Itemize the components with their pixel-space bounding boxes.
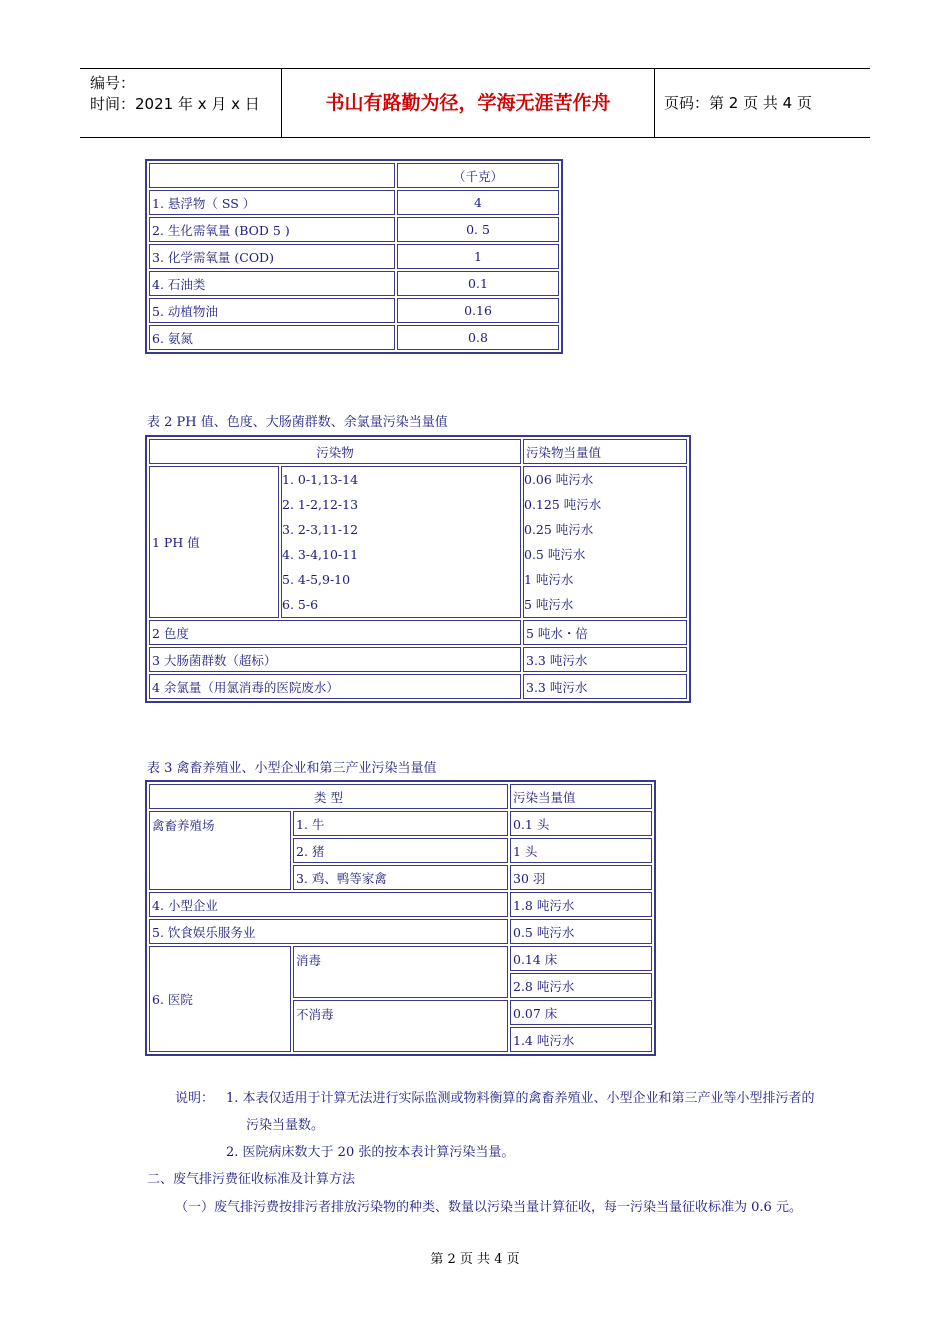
section-title: 二、废气排污费征收标准及计算方法: [147, 1172, 356, 1187]
pollutant-value: 4: [397, 190, 559, 215]
pollutant-table-1: [145, 159, 563, 354]
document-date: 时间：2021 年 x 月 x 日: [90, 95, 260, 113]
food-service-label: 5. 饮食娱乐服务业: [149, 919, 508, 944]
table-row: [149, 466, 687, 618]
header-pollutant: 污染物: [149, 439, 521, 464]
pollutant-table-2: [145, 435, 691, 703]
table-row: [149, 439, 687, 464]
header-type: 类 型: [149, 784, 508, 809]
table-row: [149, 892, 652, 917]
ph-value: 0.25 吨污水: [524, 522, 594, 537]
ph-range-cell: [281, 466, 521, 618]
ph-value: 0.125 吨污水: [524, 497, 602, 512]
ph-value: 5 吨污水: [524, 597, 574, 612]
livestock-value: 0.1 头: [510, 811, 652, 836]
livestock-type: 1. 牛: [293, 811, 508, 836]
pollutant-value: 0.8: [397, 325, 559, 350]
disinfect-value: 0.14 床: [510, 946, 652, 971]
livestock-type: 3. 鸡、鸭等家禽: [293, 865, 508, 890]
table-row: [149, 325, 559, 350]
pollutant-name: 3 大肠菌群数（超标）: [149, 647, 521, 672]
ph-value: 0.5 吨污水: [524, 547, 586, 562]
pollutant-value: 3.3 吨污水: [523, 674, 687, 699]
pollutant-value: 0. 5: [397, 217, 559, 242]
pollutant-value: 3.3 吨污水: [523, 647, 687, 672]
document-number: 编号：: [90, 74, 136, 92]
table-row: [149, 784, 652, 809]
header-value: 污染当量值: [510, 784, 652, 809]
table-row: [149, 163, 559, 188]
pollutant-name: 2. 生化需氧量 (BOD 5 ): [149, 217, 395, 242]
unit-header: （千克）: [397, 163, 559, 188]
table-row: [149, 298, 559, 323]
header-divider: [654, 69, 655, 137]
small-enterprise-value: 1.8 吨污水: [510, 892, 652, 917]
food-service-value: 0.5 吨污水: [510, 919, 652, 944]
table-row: [149, 674, 687, 699]
table-row: [149, 620, 687, 645]
ph-range: 3. 2-3,11-12: [282, 522, 359, 537]
livestock-label: 禽畜养殖场: [149, 811, 291, 890]
ph-range: 4. 3-4,10-11: [282, 547, 359, 562]
table-cell: [149, 163, 395, 188]
livestock-value: 30 羽: [510, 865, 652, 890]
page-header: [80, 68, 870, 138]
pollutant-value: 5 吨水・倍: [523, 620, 687, 645]
disinfect-value: 2.8 吨污水: [510, 973, 652, 998]
notes-label: 说明：: [175, 1091, 215, 1106]
pollutant-name: 6. 氨氮: [149, 325, 395, 350]
pollutant-name: 4. 石油类: [149, 271, 395, 296]
pollutant-value: 0.16: [397, 298, 559, 323]
ph-range: 5. 4-5,9-10: [282, 572, 351, 587]
pollutant-name: 1. 悬浮物（ SS ）: [149, 190, 395, 215]
pollutant-table-3: [145, 780, 656, 1056]
pollutant-name: 5. 动植物油: [149, 298, 395, 323]
ph-label: 1 PH 值: [149, 466, 279, 618]
note-item-1-continued: 污染当量数。: [246, 1118, 325, 1133]
table-2-caption: 表 2 PH 值、色度、大肠菌群数、余氯量污染当量值: [147, 415, 448, 430]
ph-value-cell: [523, 466, 687, 618]
table-row: [149, 271, 559, 296]
pollutant-name: 4 余氯量（用氯消毒的医院废水）: [149, 674, 521, 699]
header-value: 污染物当量值: [523, 439, 687, 464]
no-disinfect-label: 不消毒: [293, 1000, 508, 1052]
table-row: [149, 946, 652, 971]
small-enterprise-label: 4. 小型企业: [149, 892, 508, 917]
disinfect-label: 消毒: [293, 946, 508, 998]
livestock-value: 1 头: [510, 838, 652, 863]
ph-range: 6. 5-6: [282, 597, 319, 612]
no-disinfect-value: 0.07 床: [510, 1000, 652, 1025]
ph-value: 1 吨污水: [524, 572, 574, 587]
ph-range: 2. 1-2,12-13: [282, 497, 359, 512]
table-row: [149, 217, 559, 242]
table-3-caption: 表 3 禽畜养殖业、小型企业和第三产业污染当量值: [147, 761, 437, 776]
note-item-1: 1. 本表仅适用于计算无法进行实际监测或物料衡算的禽畜养殖业、小型企业和第三产业等小型排污者的: [226, 1091, 815, 1106]
table-row: [149, 811, 652, 836]
table-row: [149, 647, 687, 672]
ph-value: 0.06 吨污水: [524, 472, 594, 487]
header-meta: [90, 73, 280, 115]
page-footer: 第 2 页 共 4 页: [430, 1252, 520, 1267]
table-row: [149, 919, 652, 944]
livestock-type: 2. 猪: [293, 838, 508, 863]
pollutant-name: 2 色度: [149, 620, 521, 645]
no-disinfect-value: 1.4 吨污水: [510, 1027, 652, 1052]
pollutant-name: 3. 化学需氧量 (COD): [149, 244, 395, 269]
section-paragraph: （一）废气排污费按排污者排放污染物的种类、数量以污染当量计算征收，每一污染当量征收标准为 0.6 元。: [175, 1200, 802, 1215]
pollutant-value: 0.1: [397, 271, 559, 296]
hospital-label: 6. 医院: [149, 946, 291, 1052]
ph-range: 1. 0-1,13-14: [282, 472, 359, 487]
table-row: [149, 244, 559, 269]
note-item-2: 2. 医院病床数大于 20 张的按本表计算污染当量。: [226, 1145, 515, 1160]
header-motto: 书山有路勤为径，学海无涯苦作舟: [325, 92, 611, 114]
pollutant-value: 1: [397, 244, 559, 269]
table-row: [149, 190, 559, 215]
header-page-number: 页码：第 2 页 共 4 页: [664, 94, 812, 112]
